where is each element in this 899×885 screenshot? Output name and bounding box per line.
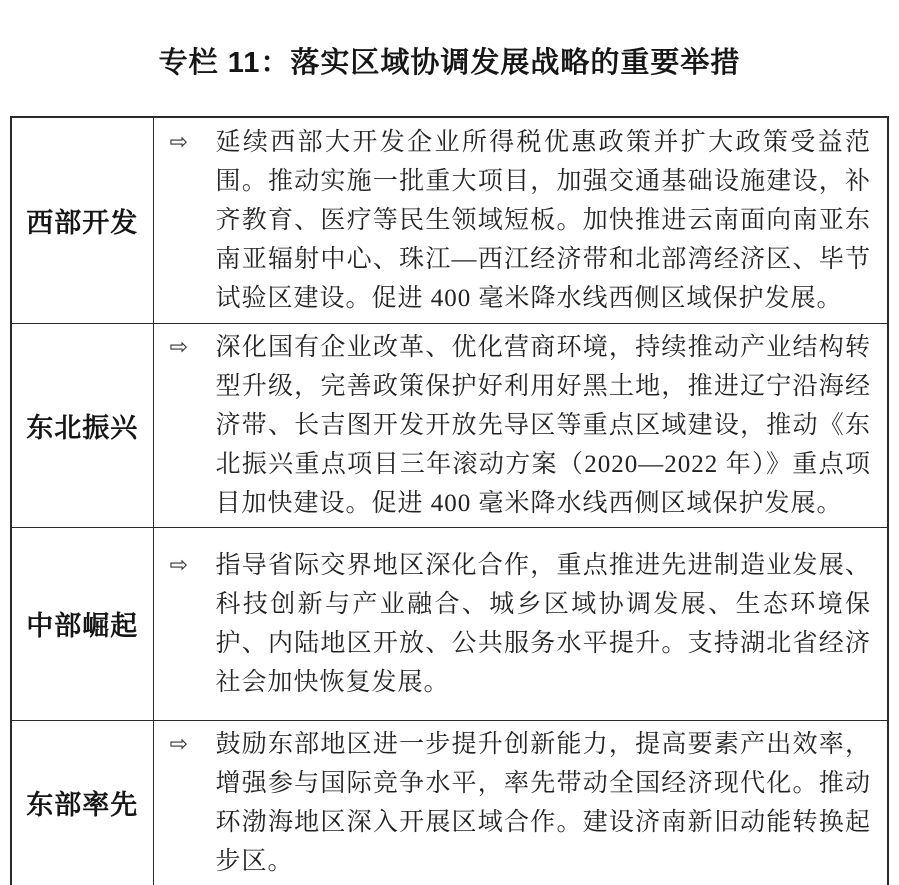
measure-text: 深化国有企业改革、优化营商环境，持续推动产业结构转型升级，完善政策保护好利用好黑土地，推进辽宁沿海经济带、长吉图开发开放先导区等重点区域建设，推动《东北振兴重点项目三年滚动方案（2020—2022 年）》重点项目加快建设。促进 400 毫米降水线西侧区域保护发展。 [215, 333, 871, 517]
table-row-northeast [11, 323, 888, 527]
region-content-northeast [153, 323, 888, 527]
region-content-central [153, 527, 888, 720]
region-label-northeast: 东北振兴 [11, 323, 153, 527]
table-row-west [11, 117, 888, 323]
content-block [170, 546, 872, 702]
region-content-east [153, 720, 888, 885]
region-content-west [153, 117, 888, 323]
region-label-central: 中部崛起 [11, 527, 153, 720]
content-block [170, 725, 872, 881]
measures-table [10, 116, 889, 885]
table-row-central [11, 527, 888, 720]
page-title: 专栏 11：落实区域协调发展战略的重要举措 [158, 47, 741, 79]
measure-text: 鼓励东部地区进一步提升创新能力，提高要素产出效率，增强参与国际竞争水平，率先带动全国经济现代化。推动环渤海地区深入开展区域合作。建设济南新旧动能转换起步区。 [215, 730, 871, 875]
arrow-bullet-icon: ⇨ [169, 731, 188, 757]
arrow-bullet-icon: ⇨ [169, 334, 188, 360]
region-label-east: 东部率先 [11, 720, 153, 885]
measure-text: 延续西部大开发企业所得税优惠政策并扩大政策受益范围。推动实施一批重大项目，加强交通基础设施建设，补齐教育、医疗等民生领域短板。加快推进云南面向南亚东南亚辐射中心、珠江—西江经济带和北部湾经济区、毕节试验区建设。促进 400 毫米降水线西侧区域保护发展。 [215, 128, 871, 312]
arrow-bullet-icon: ⇨ [169, 552, 188, 578]
table-row-east [11, 720, 888, 885]
measure-text: 指导省际交界地区深化合作，重点推进先进制造业发展、科技创新与产业融合、城乡区域协调发展、生态环境保护、内陆地区开放、公共服务水平提升。支持湖北省经济社会加快恢复发展。 [215, 551, 871, 696]
content-block [170, 123, 872, 318]
region-label-west: 西部开发 [11, 117, 153, 323]
arrow-bullet-icon: ⇨ [169, 129, 188, 155]
content-block [170, 328, 872, 523]
